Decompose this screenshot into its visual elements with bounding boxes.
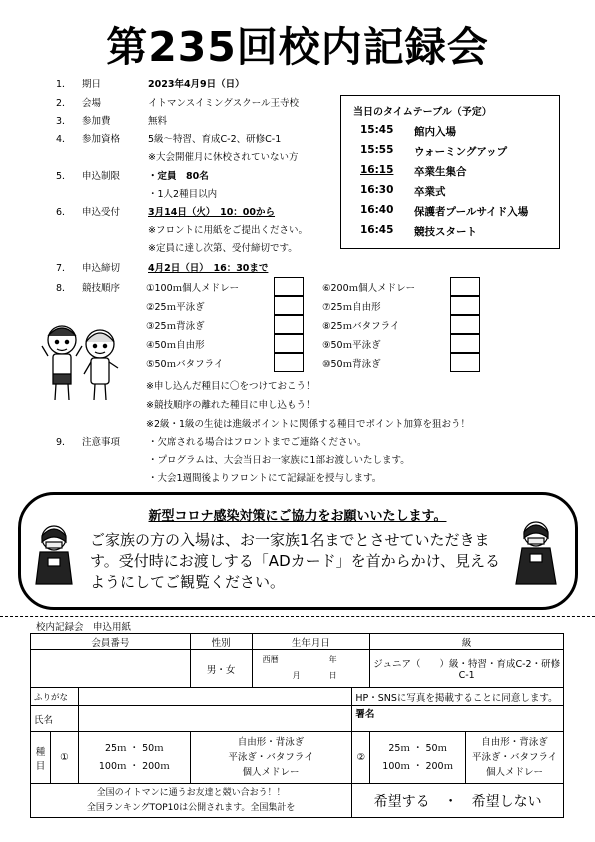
event-checkbox[interactable]	[450, 315, 480, 334]
member-no-field[interactable]	[31, 650, 191, 688]
item-number: 2．	[56, 98, 72, 109]
event-checkbox[interactable]	[274, 296, 304, 315]
timetable-heading: 当日のタイムテーブル（予定）	[353, 107, 492, 118]
timetable-time: 16:45	[360, 224, 394, 236]
event-checkbox[interactable]	[450, 296, 480, 315]
event-slot-2-distance[interactable]	[370, 732, 466, 784]
event-checkbox[interactable]	[274, 315, 304, 334]
event-slot-1-stroke[interactable]	[190, 732, 352, 784]
stroke-option-b: 平泳ぎ・バタフライ	[228, 752, 314, 763]
event-slot-1-distance[interactable]	[78, 732, 190, 784]
event-option: ⑦25ｍ自由形	[322, 302, 381, 313]
item-value: ・大会1週間後よりフロントにて記録証を授与します。	[148, 473, 382, 484]
item-number: 6．	[56, 207, 72, 218]
item-value: ・プログラムは、大会当日お一家族に1部お渡しいたします。	[148, 455, 410, 466]
event-option: ①100ｍ個人メドレー	[146, 283, 240, 294]
grade-field[interactable]	[370, 650, 564, 688]
timetable-time: 16:30	[360, 184, 394, 196]
timetable-time: 15:55	[360, 144, 394, 156]
event-checkbox[interactable]	[450, 353, 480, 372]
item-value: 3月14日（火） 10：00から	[148, 207, 276, 218]
stroke-option-a: 自由形・背泳ぎ	[481, 737, 548, 748]
stroke-option-b: 平泳ぎ・バタフライ	[471, 752, 558, 763]
timetable-time: 16:40	[360, 204, 394, 216]
name-field[interactable]	[78, 706, 351, 732]
ranking-notice-line-1: 全国のイトマンに通うお友達と競い合おう！！	[96, 787, 286, 798]
birthday-field[interactable]	[252, 650, 370, 688]
timetable-event: 卒業生集合	[414, 166, 467, 178]
event-option: ②25ｍ平泳ぎ	[146, 302, 205, 313]
item-label: 申込制限	[82, 171, 121, 182]
item-value: 無料	[148, 116, 168, 127]
grade-header: 級	[370, 634, 564, 650]
timetable-event: 卒業式	[414, 186, 446, 198]
event-checkbox[interactable]	[450, 334, 480, 353]
item-value: ・1人2種目以内	[148, 189, 218, 200]
form-title: 校内記録会 申込用紙	[36, 622, 132, 633]
item-label: 申込受付	[82, 207, 121, 218]
item-value: 2023年4月9日（日）	[148, 79, 245, 90]
event-slot-2-marker: ②	[352, 732, 370, 784]
ranking-notice	[31, 784, 352, 818]
item-value: 4月2日（日） 16：30まで	[148, 263, 269, 274]
page-title: 第235回校内記録会	[106, 23, 489, 71]
staff-figure-right-illustration	[512, 518, 560, 592]
covid-heading: 新型コロナ感染対策にご協力をお願いいたします。	[148, 509, 447, 524]
event-checkbox[interactable]	[274, 353, 304, 372]
stroke-option-c: 個人メドレー	[486, 767, 544, 778]
birth-era: 西暦	[262, 655, 279, 664]
item-value: ※定員に達し次第、受付締切です。	[148, 243, 298, 254]
name-label: 氏名	[31, 706, 79, 732]
event-checkbox[interactable]	[274, 277, 304, 296]
event-slot-1-marker: ①	[50, 732, 78, 784]
item-number: 9．	[56, 437, 72, 448]
staff-figure-left-illustration	[32, 522, 76, 592]
event-checkbox[interactable]	[450, 277, 480, 296]
consent-text: HP・SNSに写真を掲載することに同意します。	[352, 688, 564, 706]
event-note: ※競技順序の離れた種目に申し込もう！	[146, 400, 316, 411]
item-label: 会場	[82, 98, 102, 109]
event-note: ※申し込んだ種目に〇をつけておこう！	[146, 381, 316, 392]
timetable-event: 保護者プールサイド入場	[414, 206, 529, 218]
item-value: ※大会開催月に休校されていない方	[148, 152, 299, 163]
item-value: イトマンスイミングスクール王寺校	[148, 98, 300, 109]
event-option: ⑨50ｍ平泳ぎ	[322, 340, 381, 351]
timetable-time: 16:15	[360, 164, 394, 176]
birthday-header: 生年月日	[252, 634, 370, 650]
event-checkbox[interactable]	[274, 334, 304, 353]
cut-line	[0, 616, 595, 617]
gender-options: 男・女	[206, 664, 236, 676]
furigana-label: ふりがな	[31, 688, 79, 706]
covid-body: ご家族の方の入場は、お一家族1名までとさせていただきます。受付時にお渡しする「ADカード」を首からかけ、見えるようにしてご観覧ください。	[90, 531, 501, 591]
event-label: 種目	[31, 732, 51, 784]
gender-header: 性別	[190, 634, 252, 650]
gender-field[interactable]	[190, 650, 252, 688]
item-label: 申込締切	[82, 263, 121, 274]
item-label: 参加費	[82, 116, 111, 127]
event-option: ④50ｍ自由形	[146, 340, 205, 351]
item-label: 期日	[82, 79, 102, 90]
item-value: 5級～特習、育成C-2、研修C-1	[148, 134, 282, 145]
member-no-header: 会員番号	[31, 634, 191, 650]
item-number: 3．	[56, 116, 72, 127]
event-option: ⑥200ｍ個人メドレー	[322, 283, 416, 294]
distance-option-b: 100ｍ ・ 200ｍ	[98, 760, 170, 772]
ranking-consent-choice[interactable]: 希望する ・ 希望しない	[352, 784, 564, 818]
distance-option-b: 100ｍ ・ 200ｍ	[382, 760, 454, 772]
distance-option-a: 25ｍ ・ 50ｍ	[388, 742, 448, 754]
ranking-notice-line-2: 全国ランキングTOP10は公開されます。全国集計を	[86, 802, 296, 813]
item-label: 競技順序	[82, 283, 121, 294]
event-slot-2-stroke[interactable]	[466, 732, 564, 784]
item-number: 8．	[56, 283, 72, 294]
birth-month: 月	[292, 671, 301, 680]
stroke-option-c: 個人メドレー	[242, 767, 300, 778]
item-number: 5．	[56, 171, 72, 182]
event-option: ⑩50ｍ背泳ぎ	[322, 359, 381, 370]
timetable-event: 競技スタート	[414, 226, 477, 238]
item-value: ・欠席される場合はフロントまでご連絡ください。	[148, 437, 367, 448]
item-number: 7．	[56, 263, 72, 274]
event-note: ※2級・1級の生徒は進級ポイントに関係する種目でポイント加算を狙おう！	[146, 419, 471, 430]
signature-field[interactable]	[352, 706, 564, 732]
item-value: ・定員 80名	[148, 171, 209, 182]
event-option: ⑤50ｍバタフライ	[146, 359, 224, 370]
application-form	[30, 633, 564, 818]
timetable-event: ウォーミングアップ	[414, 146, 508, 158]
item-number: 4．	[56, 134, 72, 145]
furigana-field[interactable]	[78, 688, 351, 706]
grade-options: ジュニア（ ）級・特習・育成C-2・研修C-1	[373, 659, 561, 681]
item-label: 注意事項	[82, 437, 121, 448]
signature-label: 署名	[355, 709, 375, 720]
item-number: 1．	[56, 79, 72, 90]
birth-year: 年	[328, 655, 337, 664]
event-option: ⑧25ｍバタフライ	[322, 321, 400, 332]
birth-day: 日	[328, 671, 337, 680]
timetable-time: 15:45	[360, 124, 394, 136]
event-option: ③25ｍ背泳ぎ	[146, 321, 205, 332]
item-value: ※フロントに用紙をご提出ください。	[148, 225, 308, 236]
distance-option-a: 25ｍ ・ 50ｍ	[104, 742, 164, 754]
item-label: 参加資格	[82, 134, 121, 145]
swimmer-kids-illustration	[40, 318, 126, 404]
timetable-event: 館内入場	[414, 126, 456, 138]
stroke-option-a: 自由形・背泳ぎ	[237, 737, 305, 748]
